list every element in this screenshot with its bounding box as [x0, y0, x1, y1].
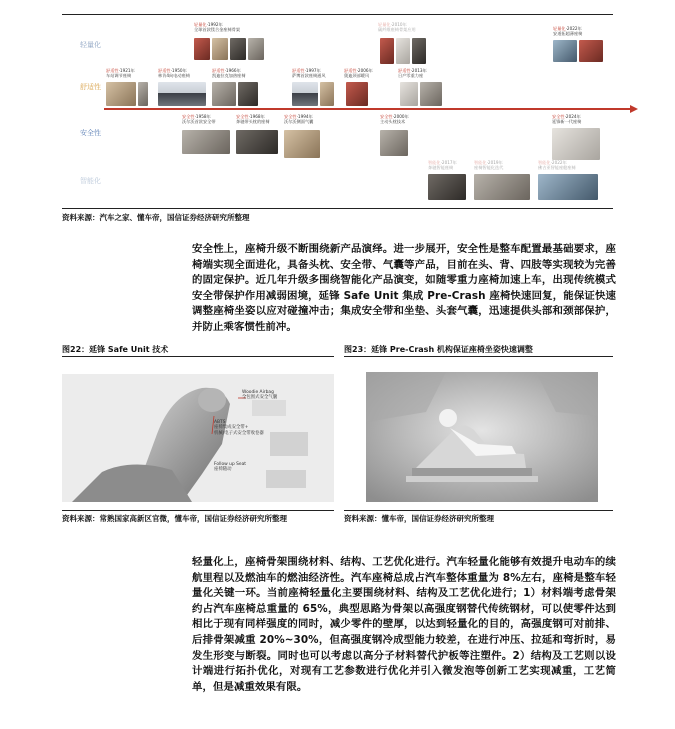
top-item-1: 轻量化·1992年 全球首款镁合金座椅骨架	[194, 22, 241, 33]
top-thumb-3a	[553, 40, 577, 62]
smart-thumb-2	[474, 174, 530, 200]
fig22-annotation-1: Woodie Airbag 全包围式安全气囊	[242, 390, 278, 401]
timeline-figure	[62, 16, 613, 208]
comfort-item-6: 舒适性·2013年 日产零重力座	[398, 68, 427, 79]
comfort-thumb-3b	[238, 82, 258, 106]
top-thumb-1a	[194, 38, 210, 60]
top-item-2: 轻量化·2010年 碳纤维座椅骨架应用	[378, 22, 416, 33]
safety-item-4: 安全性·2000年 主动头枕技术	[380, 114, 409, 125]
comfort-item-2: 舒适性·1950年 林肯4向电动座椅	[158, 68, 190, 79]
source1-rule	[62, 208, 613, 209]
safety-thumb-3	[284, 130, 320, 158]
top-item-3: 轻量化·2022年 安道拓超薄座椅	[553, 26, 583, 37]
comfort-thumb-5	[346, 82, 368, 106]
fig22-annotation-3: Follow up Seat 座椅随动	[214, 462, 247, 473]
comfort-item-5: 舒适性·2006年 奥迪颈部暖风	[344, 68, 373, 79]
comfort-thumb-3a	[212, 82, 236, 106]
fig23-image	[366, 372, 598, 502]
smart-item-1: 智能化·2017年 奔驰智能座椅	[428, 160, 457, 171]
paragraph-lightweight: 轻量化上，座椅骨架围绕材料、结构、工艺优化进行。汽车轻量化能够有效提升电动车的续航里程以及燃油车的燃油经济性。汽车座椅总成占汽车整体重量为 8%左右，座椅是整车轻量化关键一环。当前座椅轻量化主要围绕材料、结构及工艺优化进行；1）材料端考虑骨架约占汽车座椅总重量的 65%，典型思路为骨架以高强度钢替代传统钢材，可以使零件达到相比于现有同样强度的同时，减少零件的壁厚，以达到轻量化的目的，高强度钢可对前排、后排骨架减重 20%~30%，但高强度钢冷成型能力较差，在进行冲压、拉延和弯折时，易发生形变与断裂。同时也可以考虑以高分子材料替代护板等注塑件。2）结构及工艺则以设计端进行拓扑优化，对现有工艺参数进行优化并引入微发泡等创新工艺实现减重，工艺简单，但是减重效果有限。	[192, 556, 616, 693]
fig22-source: 资料来源：常熟国家高新区官微，懂车帝，国信证券经济研究所整理	[62, 514, 287, 523]
safety-item-2: 安全性·1968年 奔驰带头枕的座椅	[236, 114, 270, 125]
pre-crash-seat-illustration	[366, 372, 598, 502]
fig23-title-rule	[344, 356, 613, 357]
comfort-thumb-4a	[292, 82, 318, 106]
safety-item-1: 安全性·1958年 沃尔沃首款安全带	[182, 114, 216, 125]
safety-item-5: 安全性·2024年 延锋新一代座椅	[552, 114, 582, 125]
top-thumb-1d	[248, 38, 264, 60]
fig23-title: 图23：延锋 Pre-Crash 机构保证座椅坐姿快速调整	[344, 345, 533, 354]
source1: 资料来源：汽车之家、懂车帝，国信证券经济研究所整理	[62, 213, 250, 222]
fig23-source: 资料来源：懂车帝，国信证券经济研究所整理	[344, 514, 494, 523]
fig22-image	[62, 374, 334, 502]
row-label-safety: 安全性	[80, 129, 101, 137]
row-label-comfort: 舒适性	[80, 83, 101, 91]
fig22-annotation-2: ABTS 座椅集成安全带+ 机械/电子式安全带收卷器	[214, 420, 264, 436]
fig22-title-rule	[62, 356, 334, 357]
top-thumb-1c	[230, 38, 246, 60]
row-label-smart: 智能化	[80, 177, 101, 185]
comfort-thumb-6b	[420, 82, 442, 106]
top-rule	[62, 14, 613, 15]
safe-unit-seat-illustration	[62, 374, 334, 502]
fig22-title: 图22：延锋 Safe Unit 技术	[62, 345, 169, 354]
safety-thumb-5	[552, 128, 600, 160]
comfort-thumb-1	[106, 82, 136, 106]
smart-thumb-1	[428, 174, 466, 200]
safety-item-3: 安全性·1994年 沃尔沃侧面气囊	[284, 114, 314, 125]
safety-thumb-4	[380, 130, 408, 156]
fig23-source-rule	[344, 510, 613, 511]
safety-thumb-1	[182, 130, 230, 154]
top-thumb-2b	[396, 38, 410, 64]
comfort-item-4: 舒适性·1997年 萨博首款座椅通风	[292, 68, 326, 79]
top-thumb-1b	[212, 38, 228, 60]
smart-thumb-3	[538, 174, 598, 200]
comfort-thumb-2	[158, 82, 206, 106]
top-thumb-2c	[412, 38, 426, 64]
comfort-item-3: 舒适性·1966年 凯迪拉克加热座椅	[212, 68, 246, 79]
paragraph-safety: 安全性上，座椅升级不断围绕新产品演绎。进一步展开，安全性是整车配置最基础要求，座椅端实现全面进化，具备头枕、安全带、气囊等产品，目前在头、背、四肢等实现较为完善的固定保护。近几年升级多围绕智能化产品演变，如随零重力座椅加速上车，出现传统模式安全带保护作用减弱困境，延锋 Safe Unit 集成 Pre-Crash 座椅快速回复，能保证快速调整座椅坐姿以应对碰撞冲击；集成安全带和坐垫、头套气囊，迅速提供头部和颈部保护，并防止乘客惯性前冲。	[192, 243, 616, 333]
safety-thumb-2	[236, 130, 278, 154]
top-thumb-2a	[380, 38, 394, 64]
comfort-thumb-4b	[320, 82, 334, 106]
top-thumb-3b	[579, 40, 603, 62]
comfort-item-1: 舒适性·1921年 车站调节座椅	[106, 68, 135, 79]
comfort-thumb-1b	[138, 82, 148, 106]
row-label-light: 轻量化	[80, 41, 101, 49]
timeline-arrowhead	[630, 105, 638, 113]
smart-item-3: 智能化·2022年 佛吉亚智能座舱座椅	[538, 160, 576, 171]
smart-item-2: 智能化·2019年 座椅智能化迭代	[474, 160, 504, 171]
timeline-arrow	[104, 108, 634, 110]
fig22-source-rule	[62, 510, 334, 511]
comfort-thumb-6a	[400, 82, 418, 106]
